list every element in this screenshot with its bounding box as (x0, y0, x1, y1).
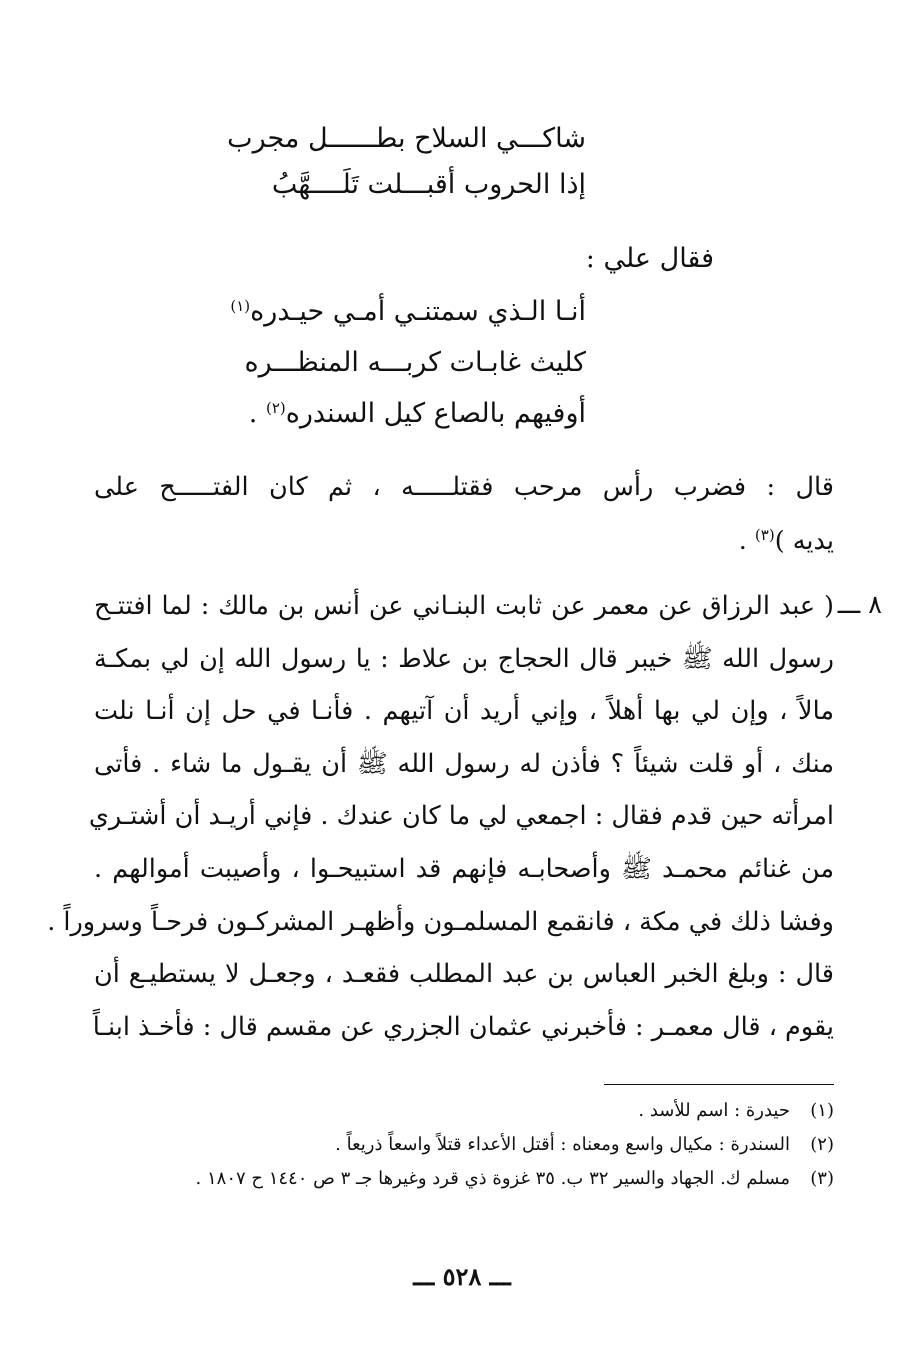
footnote-marker: (٢) (265, 399, 286, 417)
footnote (94, 1094, 834, 1128)
verse-line (206, 337, 586, 388)
paragraph-tail: . (738, 526, 755, 556)
paragraph-line: امرأته حين قدم فقال : اجمعي لي ما كان عندك . فإني أريـد أن أشتـري (88, 801, 834, 832)
footnote-marker: (٣) (754, 526, 775, 544)
verse-block-second (206, 286, 586, 439)
paragraph-line (94, 514, 834, 568)
paragraph-hadith-8 (47, 580, 834, 1053)
footnote-text: مسلم ك. الجهاد والسير ٣٢ ب. ٣٥ غزوة ذي قرد وغيرها جـ ٣ ص ١٤٤٠ ح ١٨٠٧ . (195, 1168, 790, 1189)
paragraph-line: ( عبد الرزاق عن معمر عن ثابت البنـاني عن أنس بن مالك : لما افتتـح (94, 591, 834, 621)
page-number: ـــ ٥٢٨ ـــ (413, 1262, 511, 1291)
footnote-marker: (١) (230, 297, 251, 315)
paragraph-line: من غنائم محمـد ﷺ وأصحابـه فإنهم قد استبيحـوا ، وأصيبت أموالهم . (94, 853, 834, 884)
verse-line: إذا الحروب أقبـــلت تَلَــــهَّبُ (271, 169, 586, 200)
paragraph-line: قال : فضرب رأس مرحب فقتلـــــه ، ثم كان الفتـــــح على (94, 472, 834, 502)
verse-block-top (206, 116, 586, 208)
paragraph-line: منك ، أو قلت شيئاً ؟ فأذن له رسول الله ﷺ أن يقـول ما شاء . فأتى (94, 748, 834, 779)
verse-text: كليث غابـات كربـــه المنظـــره (244, 347, 586, 378)
speaker-intro: فقال علي : (585, 243, 714, 274)
footnote-number: (١) (810, 1100, 834, 1121)
paragraph-line: رسول الله ﷺ خيبر قال الحجاج بن علاط : يا رسول الله إن لي بمكـة (94, 643, 834, 674)
paragraph-conclusion (94, 460, 834, 568)
verse-text: أوفيهم بالصاع كيل السندره (285, 398, 586, 429)
paragraph-line: وفشا ذلك في مكة ، فانقمع المسلمـون وأظهـر المشركـون فرحـاً وسروراً . (47, 906, 834, 937)
verse-line (206, 388, 586, 439)
footnote-text: السندرة : مكيال واسع ومعناه : أقتل الأعداء قتلاً واسعاً ذريعاً . (335, 1134, 790, 1155)
footnote-divider (604, 1084, 834, 1085)
verse-line (206, 286, 586, 337)
footnote (94, 1162, 834, 1196)
paragraph-text: يديه ) (774, 526, 834, 556)
footnote-number: (٢) (810, 1134, 834, 1155)
verse-line: شاكـــي السلاح بطــــــل مجرب (227, 123, 586, 154)
paragraph-line: مالاً ، وإن لي بها أهلاً ، وإني أريد أن آتيهم . فأنـا في حل إن أنـا نلت (94, 696, 834, 727)
verse-text: أنـا الـذي سمتنـي أمـي حيـدره (250, 296, 586, 327)
paragraph-line: قال : وبلغ الخبر العباس بن عبد المطلب فقعـد ، وجعـل لا يستطيـع أن (94, 959, 834, 990)
footnote-text: حيدرة : اسم للأسد . (638, 1100, 790, 1121)
item-number: ٨ ـــ (837, 590, 882, 620)
footnote-number: (٣) (810, 1168, 834, 1189)
paragraph-line: يقوم ، قال معمـر : فأخبرني عثمان الجزري عن مقسم قال : فأخـذ ابنـاً (92, 1011, 834, 1042)
footnote (94, 1128, 834, 1162)
footnotes (94, 1094, 834, 1196)
verse-tail: . (248, 398, 266, 429)
